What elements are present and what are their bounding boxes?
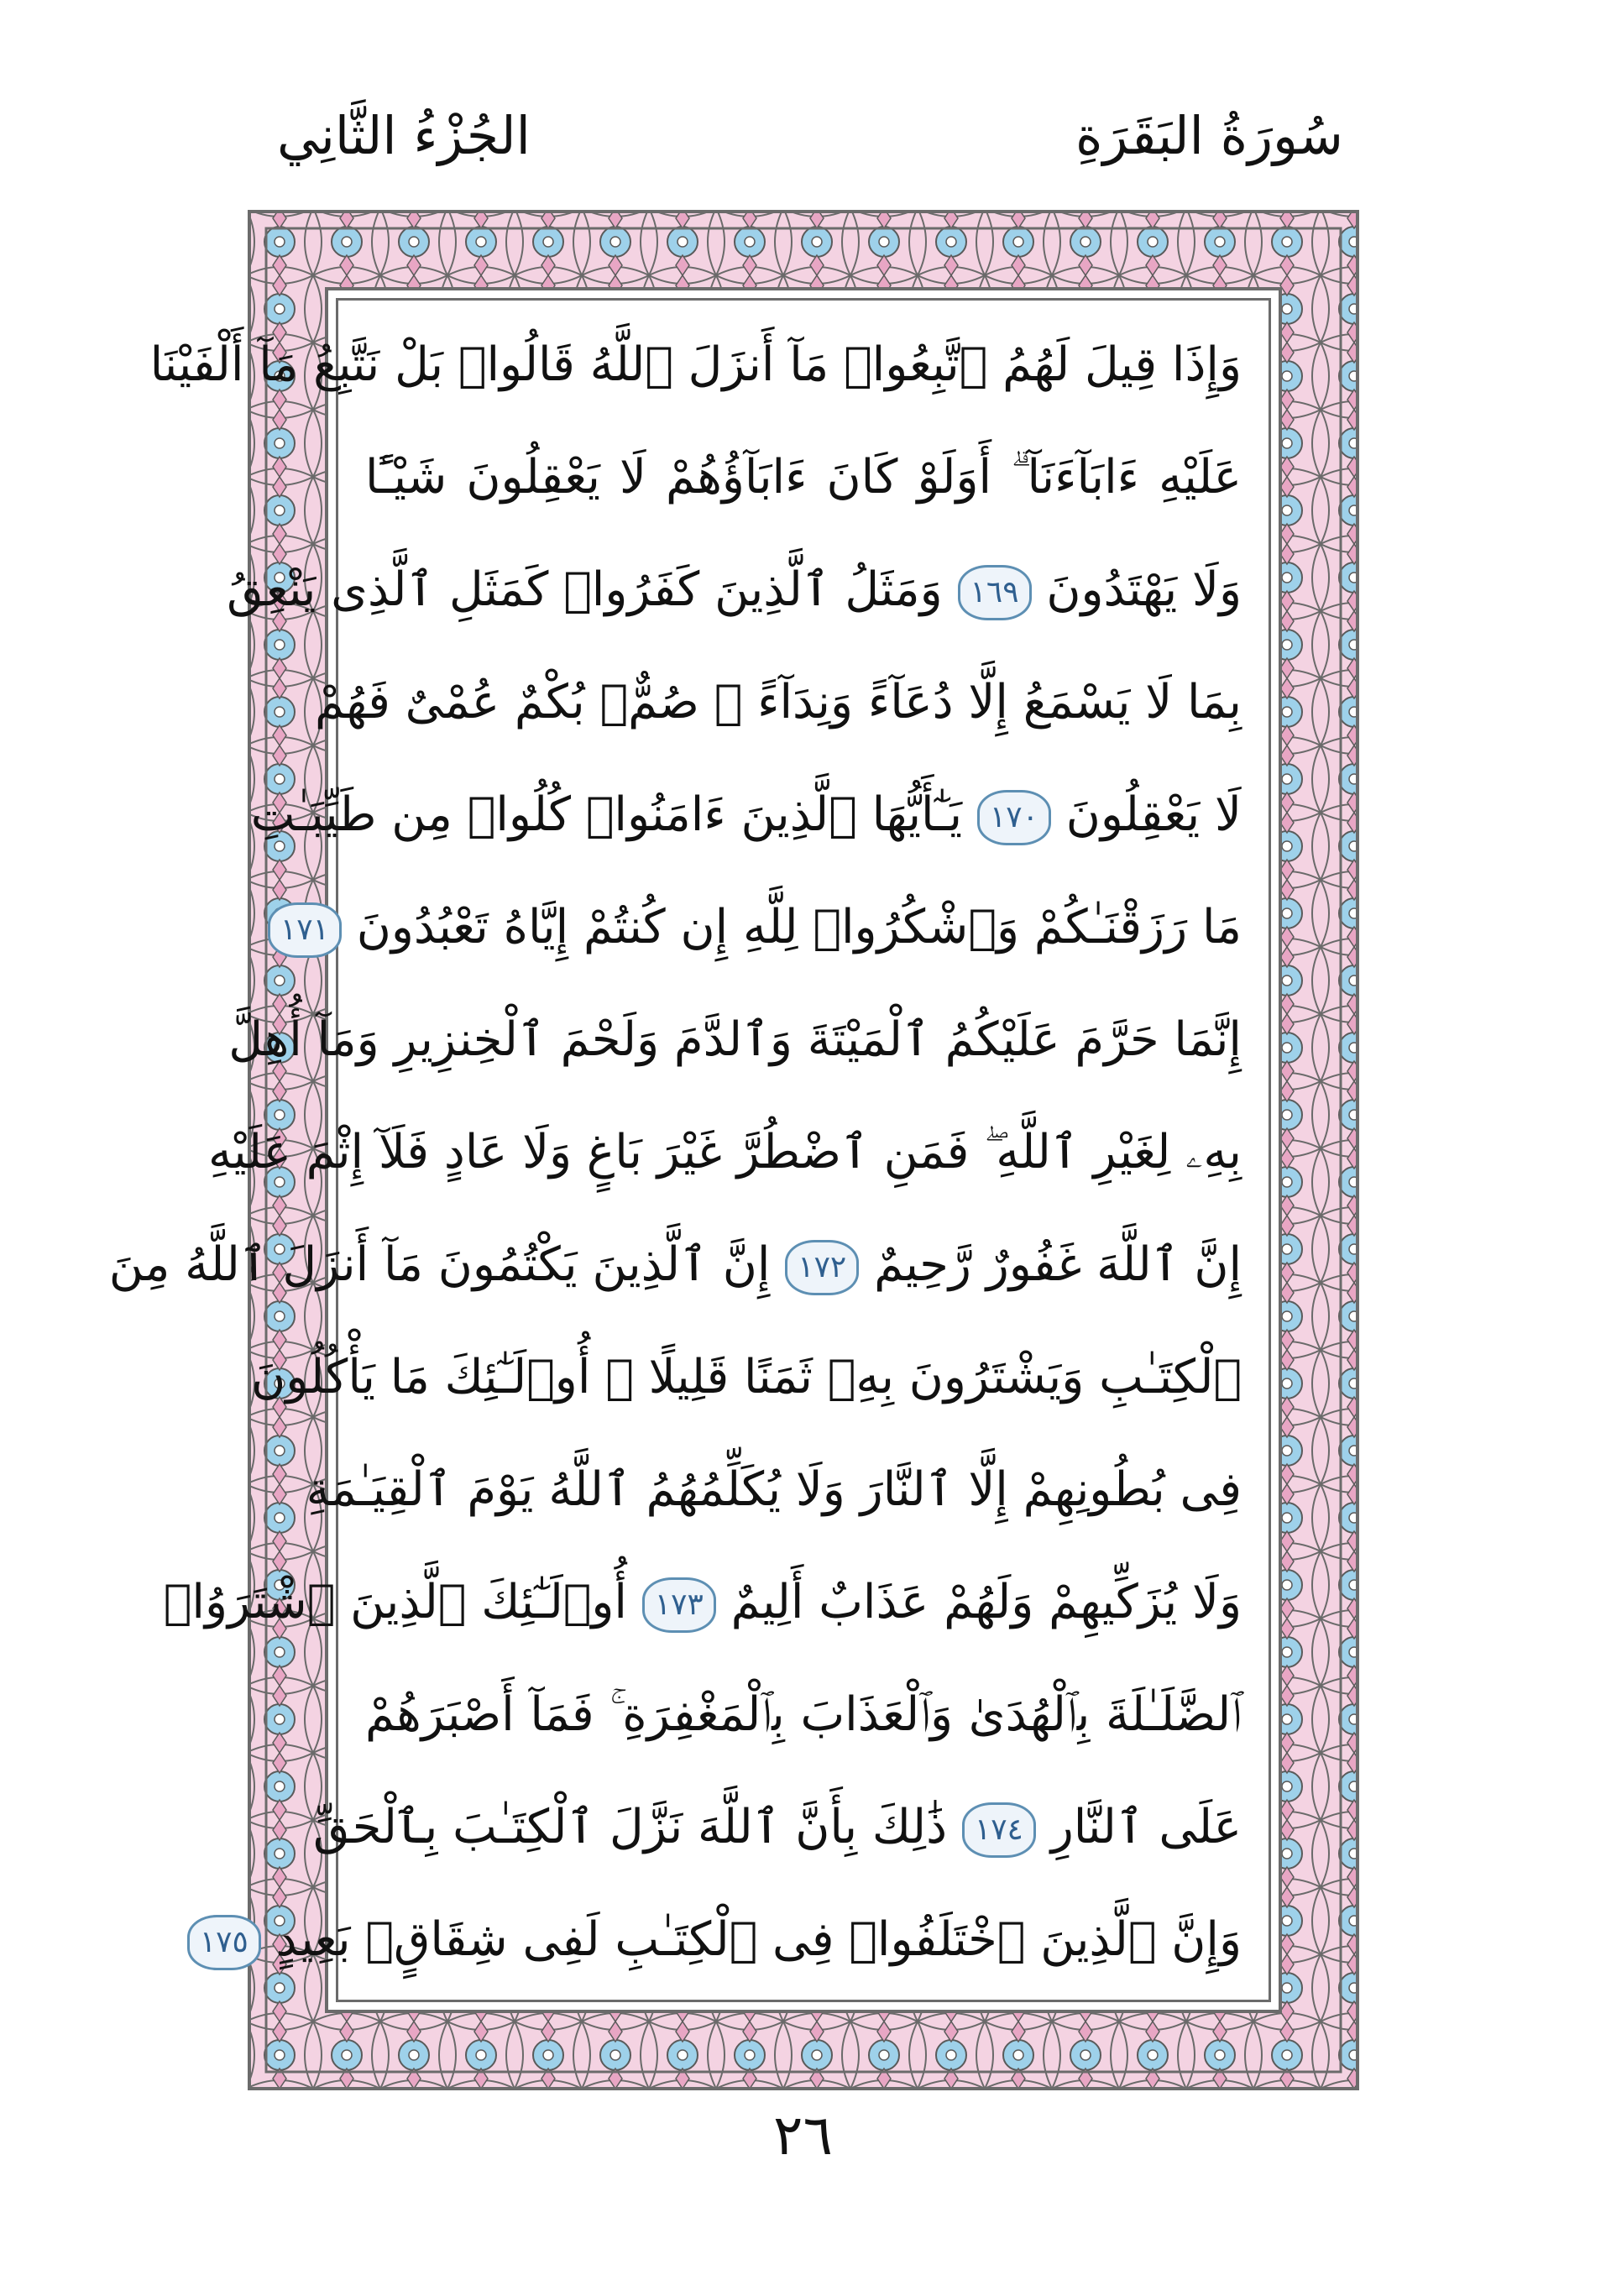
text-line-8 [208,1096,1242,1209]
text-segment: ٱلْكِتَـٰبِ وَيَشْتَرُونَ بِهِۦ ثَمَنًا قَلِيلًا ۙ أُو۟لَـٰٓئِكَ مَا يَأْكُلُونَ [251,1350,1242,1404]
text-line-6 [280,871,1242,984]
verse-number-marker: ١٧٥ [187,1915,261,1970]
text-segment: أُو۟لَـٰٓئِكَ ٱلَّذِينَ ٱشْتَرَوُا۟ [163,1575,627,1629]
text-line-12 [163,1546,1242,1659]
text-line-5 [250,759,1242,871]
text-line-2 [365,421,1242,534]
page-header [277,105,1343,180]
text-line-10 [251,1321,1242,1434]
text-line-14 [313,1771,1242,1884]
text-line-11 [306,1434,1242,1546]
text-line-3 [227,534,1242,646]
text-segment: مَا رَزَقْنَـٰكُمْ وَٱشْكُرُوا۟ لِلَّهِ إِن كُنتُمْ إِيَّاهُ تَعْبُدُونَ [356,900,1242,954]
verse-number-marker: ١٧٤ [962,1802,1036,1858]
text-line-4 [315,646,1242,759]
quran-text [108,309,1242,1996]
text-segment: وَمَثَلُ ٱلَّذِينَ كَفَرُوا۟ كَمَثَلِ ٱلَّذِى يَنْعِقُ [227,562,943,617]
text-segment: وَإِنَّ ٱلَّذِينَ ٱخْتَلَفُوا۟ فِى ٱلْكِتَـٰبِ لَفِى شِقَاقٍۭ بَعِيدٍ [275,1912,1242,1967]
text-segment: ذَٰلِكَ بِأَنَّ ٱللَّهَ نَزَّلَ ٱلْكِتَـٰبَ بِٱلْحَقِّ [313,1800,948,1854]
surah-title: سُورَةُ البَقَرَةِ [1075,105,1343,166]
verse-number-marker: ١٦٩ [958,565,1032,620]
verse-number-marker: ١٧٣ [642,1577,716,1633]
verse-number-marker: ١٧٢ [785,1240,859,1295]
text-segment: عَلَى ٱلنَّارِ [1050,1800,1242,1854]
text-segment: بِهِۦ لِغَيْرِ ٱللَّهِ ۖ فَمَنِ ٱضْطُرَّ غَيْرَ بَاغٍ وَلَا عَادٍ فَلَآ إِثْمَ عَلَيْهِ [208,1125,1242,1179]
text-line-9 [108,1209,1242,1321]
text-segment: إِنَّمَا حَرَّمَ عَلَيْكُمُ ٱلْمَيْتَةَ وَٱلدَّمَ وَلَحْمَ ٱلْخِنزِيرِ وَمَآ أُهِلَّ [228,1012,1242,1067]
text-segment: بِمَا لَا يَسْمَعُ إِلَّا دُعَآءً وَنِدَآءً ۚ صُمٌّۢ بُكْمٌ عُمْىٌ فَهُمْ [315,675,1242,730]
page-number: ٢٦ [773,2103,833,2168]
text-segment: فِى بُطُونِهِمْ إِلَّا ٱلنَّارَ وَلَا يُكَلِّمُهُمُ ٱللَّهُ يَوْمَ ٱلْقِيَـٰمَةِ [306,1462,1242,1517]
text-segment: إِنَّ ٱلَّذِينَ يَكْتُمُونَ مَآ أَنزَلَ ٱللَّهُ مِنَ [108,1237,771,1292]
text-segment: وَإِذَا قِيلَ لَهُمُ ٱتَّبِعُوا۟ مَآ أَنزَلَ ٱللَّهُ قَالُوا۟ بَلْ نَتَّبِعُ مَآ أَلْفَيْنَا [149,337,1242,392]
text-line-7 [228,984,1242,1096]
text-segment: عَلَيْهِ ءَابَآءَنَآ ۗ أَوَلَوْ كَانَ ءَابَآؤُهُمْ لَا يَعْقِلُونَ شَيْـًٔا [365,450,1242,505]
text-segment: ٱلضَّلَـٰلَةَ بِٱلْهُدَىٰ وَٱلْعَذَابَ بِٱلْمَغْفِرَةِ ۚ فَمَآ أَصْبَرَهُمْ [365,1687,1242,1742]
text-segment: وَلَا يُزَكِّيهِمْ وَلَهُمْ عَذَابٌ أَلِيمٌ [730,1575,1242,1629]
text-segment: وَلَا يَهْتَدُونَ [1046,562,1242,617]
text-segment: يَـٰٓأَيُّهَا ٱلَّذِينَ ءَامَنُوا۟ كُلُوا۟ مِن طَيِّبَـٰتِ [250,787,963,842]
text-line-1 [149,309,1242,421]
text-line-15 [199,1884,1242,1996]
verse-number-marker: ١٧١ [268,902,342,958]
text-segment: إِنَّ ٱللَّهَ غَفُورٌ رَّحِيمٌ [874,1237,1242,1292]
text-line-13 [365,1659,1242,1771]
juz-title: الجُزْءُ الثَّانِي [277,105,531,166]
verse-number-marker: ١٧٠ [977,790,1051,845]
text-segment: لَا يَعْقِلُونَ [1065,787,1242,842]
